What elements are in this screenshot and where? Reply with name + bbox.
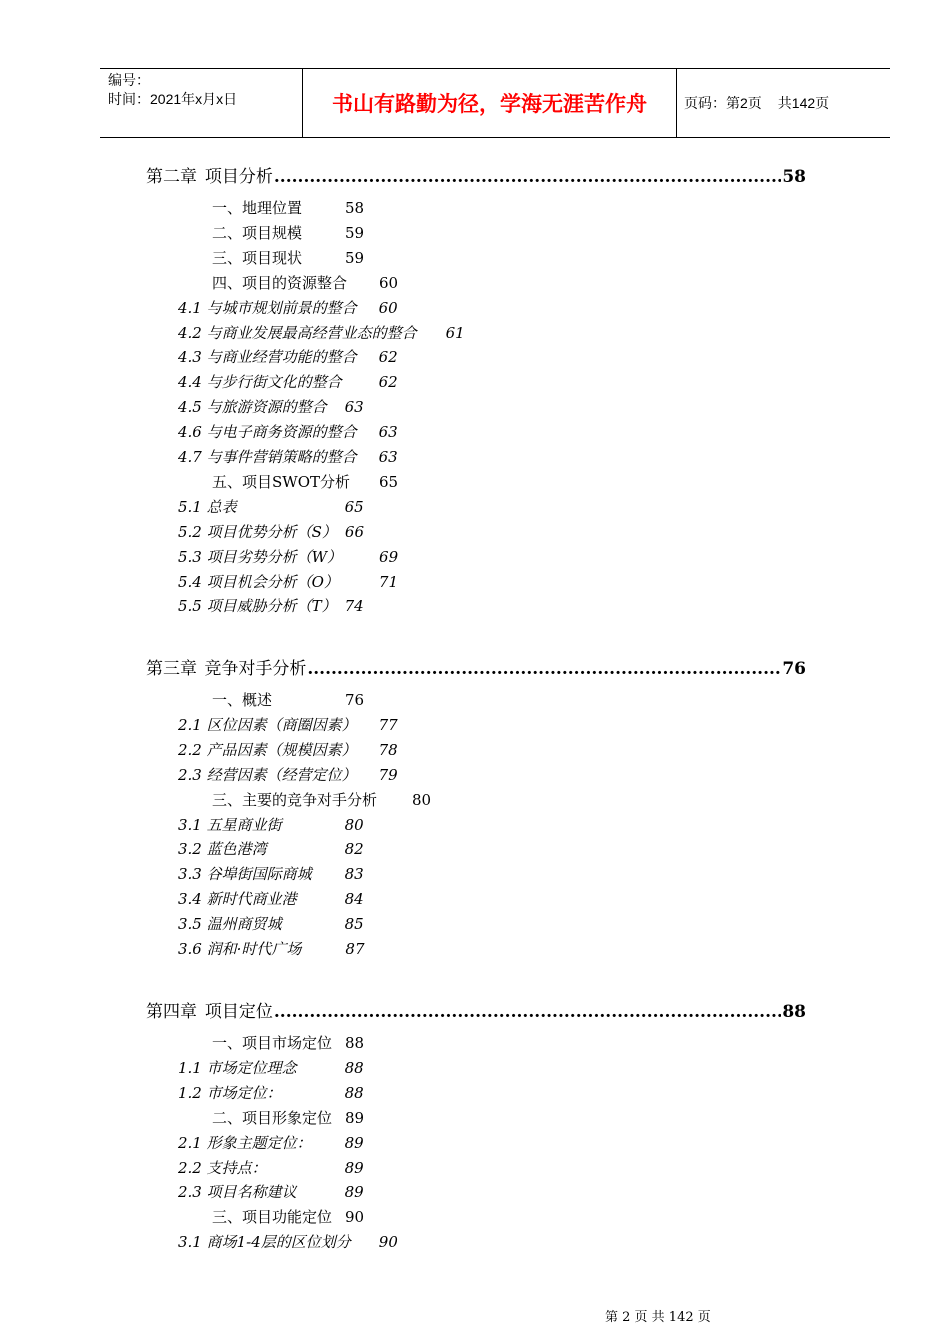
toc-subsection-entry[interactable] xyxy=(178,297,398,318)
toc-subsection-entry[interactable] xyxy=(178,1231,398,1252)
toc-entry-page-number: 88 xyxy=(345,1034,365,1052)
toc-section-entry[interactable] xyxy=(212,1032,364,1053)
toc-entry-title: 1.2 市场定位： xyxy=(178,1083,282,1102)
toc-entry-title: 三、项目功能定位 xyxy=(212,1208,333,1227)
chapter-number: 第三章 xyxy=(146,659,197,679)
toc-subsection-entry[interactable] xyxy=(178,764,398,785)
chapter-title: 项目定位 xyxy=(204,1002,273,1022)
toc-entry-page-number: 80 xyxy=(344,815,364,834)
toc-entry-title: 2.3 项目名称建议 xyxy=(178,1183,297,1202)
toc-subsection-entry[interactable] xyxy=(178,571,398,592)
toc-section-entry[interactable] xyxy=(212,272,398,293)
toc-entry-page-number: 74 xyxy=(344,597,364,616)
chapter-heading[interactable] xyxy=(146,162,806,187)
toc-entry-page-number: 63 xyxy=(378,423,398,442)
toc-entry-page-number: 63 xyxy=(344,398,364,417)
toc-subsection-entry[interactable] xyxy=(178,714,398,735)
header-time-label: 时间：2021年x月x日 xyxy=(108,91,238,107)
toc-subsection-entry[interactable] xyxy=(178,346,398,367)
toc-subsection-entry[interactable] xyxy=(178,595,364,616)
toc-entry-title: 3.1 五星商业街 xyxy=(178,815,282,834)
toc-entry-title: 5.3 项目劣势分析（W） xyxy=(178,547,343,566)
toc-section-entry[interactable] xyxy=(212,689,364,710)
toc-entry-title: 三、主要的竞争对手分析 xyxy=(212,790,378,809)
toc-entry-title: 1.1 市场定位理念 xyxy=(178,1058,297,1077)
toc-entry-page-number: 65 xyxy=(379,472,399,491)
toc-entry-title: 2.1 区位因素（商圈因素） xyxy=(178,715,357,734)
dot-leader xyxy=(307,659,781,679)
toc-section-entry[interactable] xyxy=(212,789,431,810)
toc-subsection-entry[interactable] xyxy=(178,838,364,859)
toc-entry-title: 2.3 经营因素（经营定位） xyxy=(178,765,357,784)
chapter-number: 第四章 xyxy=(146,1002,197,1022)
toc-entry-page-number: 59 xyxy=(345,223,365,242)
toc-entry-title: 5.5 项目威胁分析（T） xyxy=(178,597,337,616)
toc-subsection-entry[interactable] xyxy=(178,371,398,392)
toc-entry-title: 3.5 温州商贸城 xyxy=(178,915,282,934)
toc-entry-page-number: 77 xyxy=(378,715,398,734)
chapter-heading[interactable] xyxy=(146,654,806,679)
toc-entry-page-number: 84 xyxy=(344,890,364,909)
chapter-number: 第二章 xyxy=(146,167,197,187)
toc-entry-page-number: 62 xyxy=(378,373,398,392)
toc-subsection-entry[interactable] xyxy=(178,546,398,567)
chapter-page-number: 76 xyxy=(782,659,806,679)
chapter-page-number: 88 xyxy=(782,1002,806,1022)
toc-entry-page-number: 69 xyxy=(379,547,399,566)
toc-subsection-entry[interactable] xyxy=(178,1057,364,1078)
toc-subsection-entry[interactable] xyxy=(178,521,364,542)
toc-subsection-entry[interactable] xyxy=(178,1082,364,1103)
toc-entry-page-number: 89 xyxy=(345,1108,365,1127)
toc-subsection-entry[interactable] xyxy=(178,938,365,959)
toc-section-entry[interactable] xyxy=(212,1206,364,1227)
toc-entry-title: 3.6 润和·时代广场 xyxy=(178,940,302,958)
toc-entry-page-number: 80 xyxy=(412,790,432,809)
toc-entry-title: 4.7 与事件营销策略的整合 xyxy=(178,448,357,466)
toc-entry-page-number: 62 xyxy=(378,348,398,367)
toc-entry-title: 4.6 与电子商务资源的整合 xyxy=(178,423,357,442)
toc-entry-page-number: 63 xyxy=(378,448,398,466)
toc-section-entry[interactable] xyxy=(212,1107,364,1128)
chapter-heading[interactable] xyxy=(146,997,806,1022)
toc-entry-page-number: 61 xyxy=(445,323,465,342)
toc-entry-title: 五、项目SWOT分析 xyxy=(212,472,350,491)
toc-entry-title: 二、项目规模 xyxy=(212,223,303,242)
toc-entry-page-number: 60 xyxy=(378,298,398,317)
header-meta xyxy=(108,71,300,109)
toc-entry-title: 3.2 蓝色港湾 xyxy=(178,840,267,859)
toc-entry-page-number: 66 xyxy=(344,522,364,541)
toc-entry-title: 二、项目形象定位 xyxy=(212,1108,333,1127)
toc-entry-page-number: 89 xyxy=(344,1133,364,1152)
toc-entry-page-number: 58 xyxy=(345,199,365,217)
toc-entry-title: 一、项目市场定位 xyxy=(212,1034,333,1052)
toc-entry-page-number: 65 xyxy=(344,497,364,516)
toc-entry-title: 5.1 总表 xyxy=(178,497,237,516)
toc-entry-title: 5.4 项目机会分析（O） xyxy=(178,572,339,591)
toc-subsection-entry[interactable] xyxy=(178,1132,364,1153)
toc-subsection-entry[interactable] xyxy=(178,446,398,467)
dot-leader xyxy=(274,1002,781,1022)
chapter-page-number: 58 xyxy=(782,167,806,187)
toc-subsection-entry[interactable] xyxy=(178,1181,364,1202)
toc-entry-title: 4.5 与旅游资源的整合 xyxy=(178,398,327,417)
chapter-title: 项目分析 xyxy=(204,167,273,187)
toc-entry-page-number: 88 xyxy=(344,1083,364,1102)
toc-section-entry[interactable] xyxy=(212,197,364,218)
header-page-info xyxy=(684,69,829,137)
toc-subsection-entry[interactable] xyxy=(178,322,465,343)
toc-entry-title: 4.3 与商业经营功能的整合 xyxy=(178,348,357,367)
toc-section-entry[interactable] xyxy=(212,471,398,492)
toc-entry-page-number: 78 xyxy=(378,740,398,759)
page-footer: 第 2 页 共 142 页 xyxy=(605,1310,711,1325)
toc-subsection-entry[interactable] xyxy=(178,863,364,884)
toc-entry-page-number: 90 xyxy=(345,1208,365,1227)
toc-subsection-entry[interactable] xyxy=(178,888,364,909)
toc-entry-page-number: 60 xyxy=(379,273,399,292)
toc-entry-page-number: 89 xyxy=(344,1183,364,1202)
header-motto: 书山有路勤为径，学海无涯苦作舟 xyxy=(302,69,677,137)
toc-entry-title: 3.1 商场1-4层的区位划分 xyxy=(178,1233,351,1252)
toc-subsection-entry[interactable] xyxy=(178,496,364,517)
dot-leader xyxy=(274,167,781,187)
toc-entry-page-number: 79 xyxy=(378,765,398,784)
toc-section-entry[interactable] xyxy=(212,247,364,268)
toc-entry-title: 三、项目现状 xyxy=(212,248,303,267)
toc-entry-page-number: 85 xyxy=(344,915,364,934)
toc-subsection-entry[interactable] xyxy=(178,814,364,835)
toc-section-entry[interactable] xyxy=(212,222,364,243)
toc-subsection-entry[interactable] xyxy=(178,1157,364,1178)
toc-entry-title: 一、地理位置 xyxy=(212,199,303,217)
header-page-total: 共142页 xyxy=(777,95,830,111)
toc-entry-title: 2.1 形象主题定位： xyxy=(178,1133,312,1152)
toc-subsection-entry[interactable] xyxy=(178,739,398,760)
toc-entry-page-number: 59 xyxy=(345,248,365,267)
toc-entry-title: 3.4 新时代商业港 xyxy=(178,890,297,909)
toc-entry-page-number: 88 xyxy=(344,1058,364,1077)
toc-entry-title: 2.2 支持点： xyxy=(178,1158,267,1177)
page-header xyxy=(100,68,890,138)
chapter-title: 竞争对手分析 xyxy=(204,659,307,679)
toc-entry-page-number: 89 xyxy=(344,1158,364,1177)
toc-entry-page-number: 82 xyxy=(344,840,364,859)
toc-subsection-entry[interactable] xyxy=(178,913,364,934)
toc-entry-title: 4.1 与城市规划前景的整合 xyxy=(178,298,357,317)
toc-entry-title: 3.3 谷埠街国际商城 xyxy=(178,865,312,884)
toc-entry-title: 5.2 项目优势分析（S） xyxy=(178,522,337,541)
toc-entry-title: 2.2 产品因素（规模因素） xyxy=(178,740,357,759)
toc-subsection-entry[interactable] xyxy=(178,396,364,417)
header-page-current: 页码：第2页 xyxy=(684,95,762,111)
toc-entry-page-number: 83 xyxy=(344,865,364,884)
toc-entry-page-number: 87 xyxy=(345,940,365,958)
toc-entry-title: 一、概述 xyxy=(212,691,273,709)
header-number-label: 编号： xyxy=(108,72,150,88)
toc-entry-title: 4.2 与商业发展最高经营业态的整合 xyxy=(178,323,417,342)
toc-entry-title: 4.4 与步行街文化的整合 xyxy=(178,373,342,392)
toc-entry-page-number: 90 xyxy=(378,1233,398,1252)
toc-entry-title: 四、项目的资源整合 xyxy=(212,273,348,292)
toc-subsection-entry[interactable] xyxy=(178,421,398,442)
toc-entry-page-number: 71 xyxy=(378,572,399,591)
toc-entry-page-number: 76 xyxy=(345,691,365,709)
